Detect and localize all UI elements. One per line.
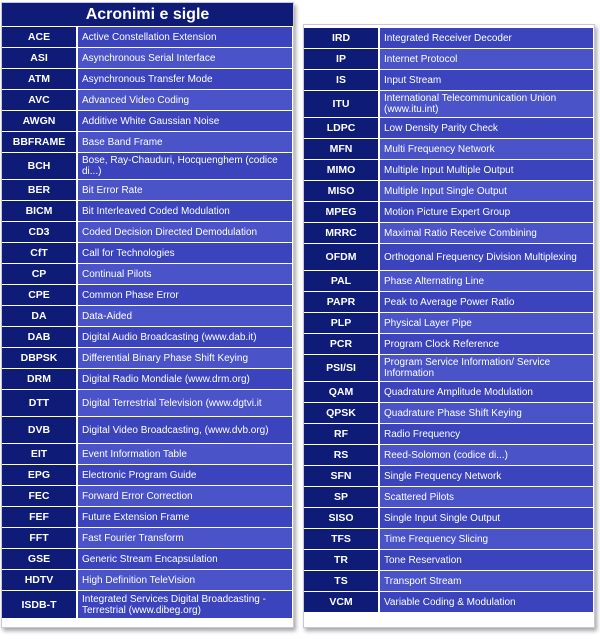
acronym-abbr: DTT bbox=[2, 390, 76, 416]
acronym-description: Bose, Ray-Chauduri, Hocquenghem (codice di...) bbox=[78, 153, 292, 179]
acronym-description: Fast Fourier Transform bbox=[78, 528, 292, 548]
acronym-abbr: SISO bbox=[304, 508, 378, 528]
acronym-abbr: TR bbox=[304, 550, 378, 570]
acronym-description: Maximal Ratio Receive Combining bbox=[380, 223, 593, 243]
acronym-row bbox=[304, 571, 593, 591]
acronym-row bbox=[2, 417, 292, 443]
acronym-description: Time Frequency Slicing bbox=[380, 529, 593, 549]
acronym-row bbox=[304, 424, 593, 444]
acronym-description: Physical Layer Pipe bbox=[380, 313, 593, 333]
acronym-row bbox=[304, 355, 593, 381]
acronym-abbr: CP bbox=[2, 264, 76, 284]
acronym-description: Motion Picture Expert Group bbox=[380, 202, 593, 222]
acronym-description: Low Density Parity Check bbox=[380, 118, 593, 138]
acronym-description: Asynchronous Serial Interface bbox=[78, 48, 292, 68]
page-title: Acronimi e sigle bbox=[2, 3, 293, 26]
acronym-description: Program Service Information/ Service Information bbox=[380, 355, 593, 381]
acronym-row bbox=[304, 550, 593, 570]
acronym-description: High Definition TeleVision bbox=[78, 570, 292, 590]
acronym-row bbox=[304, 91, 593, 117]
acronym-abbr: BER bbox=[2, 180, 76, 200]
acronym-description: Multi Frequency Network bbox=[380, 139, 593, 159]
acronym-description: Tone Reservation bbox=[380, 550, 593, 570]
acronym-abbr: ISDB-T bbox=[2, 591, 76, 618]
acronym-description: Digital Audio Broadcasting (www.dab.it) bbox=[78, 327, 292, 347]
acronym-abbr: VCM bbox=[304, 592, 378, 612]
acronym-description: Advanced Video Coding bbox=[78, 90, 292, 110]
acronym-abbr: HDTV bbox=[2, 570, 76, 590]
acronym-row bbox=[304, 403, 593, 423]
acronym-description: Quadrature Phase Shift Keying bbox=[380, 403, 593, 423]
acronym-description: Scattered Pilots bbox=[380, 487, 593, 507]
acronym-description: Coded Decision Directed Demodulation bbox=[78, 222, 292, 242]
acronym-row bbox=[2, 327, 292, 347]
acronym-row bbox=[2, 444, 292, 464]
acronym-description: Transport Stream bbox=[380, 571, 593, 591]
acronym-description: Variable Coding & Modulation bbox=[380, 592, 593, 612]
acronym-row bbox=[2, 486, 292, 506]
acronym-description: Continual Pilots bbox=[78, 264, 292, 284]
acronym-abbr: SFN bbox=[304, 466, 378, 486]
acronym-abbr: ASI bbox=[2, 48, 76, 68]
acronym-description: Phase Alternating Line bbox=[380, 271, 593, 291]
acronym-row bbox=[2, 465, 292, 485]
acronym-abbr: OFDM bbox=[304, 244, 378, 270]
acronym-row bbox=[2, 48, 292, 68]
acronym-abbr: QPSK bbox=[304, 403, 378, 423]
acronym-abbr: PLP bbox=[304, 313, 378, 333]
acronym-row bbox=[304, 382, 593, 402]
acronym-description: Bit Error Rate bbox=[78, 180, 292, 200]
acronym-abbr: DAB bbox=[2, 327, 76, 347]
acronym-abbr: MRRC bbox=[304, 223, 378, 243]
acronym-description: Differential Binary Phase Shift Keying bbox=[78, 348, 292, 368]
acronym-row bbox=[2, 201, 292, 221]
acronym-abbr: MPEG bbox=[304, 202, 378, 222]
acronym-description: Integrated Receiver Decoder bbox=[380, 28, 593, 48]
acronym-abbr: AWGN bbox=[2, 111, 76, 131]
acronym-description: Base Band Frame bbox=[78, 132, 292, 152]
acronym-row bbox=[2, 69, 292, 89]
acronym-row bbox=[2, 111, 292, 131]
acronym-row bbox=[2, 180, 292, 200]
acronym-row bbox=[2, 369, 292, 389]
acronym-row bbox=[304, 592, 593, 612]
acronym-row bbox=[304, 244, 593, 270]
acronym-abbr: RS bbox=[304, 445, 378, 465]
acronym-abbr: EIT bbox=[2, 444, 76, 464]
acronym-row bbox=[304, 181, 593, 201]
acronym-row bbox=[304, 202, 593, 222]
acronym-description: Data-Aided bbox=[78, 306, 292, 326]
acronym-description: Single Input Single Output bbox=[380, 508, 593, 528]
acronym-abbr: QAM bbox=[304, 382, 378, 402]
acronym-row bbox=[2, 306, 292, 326]
acronym-description: Active Constellation Extension bbox=[78, 27, 292, 47]
acronym-abbr: CPE bbox=[2, 285, 76, 305]
acronym-description: Event Information Table bbox=[78, 444, 292, 464]
acronym-row bbox=[2, 132, 292, 152]
acronym-row bbox=[2, 285, 292, 305]
acronym-abbr: PAPR bbox=[304, 292, 378, 312]
acronym-row bbox=[304, 271, 593, 291]
left-acronym-panel bbox=[1, 2, 294, 628]
acronym-abbr: ATM bbox=[2, 69, 76, 89]
acronym-row bbox=[2, 90, 292, 110]
acronym-description: Peak to Average Power Ratio bbox=[380, 292, 593, 312]
acronym-description: Generic Stream Encapsulation bbox=[78, 549, 292, 569]
acronym-description: Future Extension Frame bbox=[78, 507, 292, 527]
acronym-row bbox=[304, 139, 593, 159]
acronym-description: Additive White Gaussian Noise bbox=[78, 111, 292, 131]
acronym-description: Quadrature Amplitude Modulation bbox=[380, 382, 593, 402]
acronym-abbr: IP bbox=[304, 49, 378, 69]
acronym-description: Forward Error Correction bbox=[78, 486, 292, 506]
acronym-abbr: FEF bbox=[2, 507, 76, 527]
acronym-row bbox=[304, 160, 593, 180]
acronym-row bbox=[304, 487, 593, 507]
acronym-row bbox=[304, 508, 593, 528]
acronym-abbr: CD3 bbox=[2, 222, 76, 242]
acronym-row bbox=[304, 334, 593, 354]
acronym-abbr: DVB bbox=[2, 417, 76, 443]
acronym-abbr: SP bbox=[304, 487, 378, 507]
acronym-row bbox=[2, 153, 292, 179]
acronym-row bbox=[304, 313, 593, 333]
acronym-abbr: TS bbox=[304, 571, 378, 591]
acronym-abbr: MISO bbox=[304, 181, 378, 201]
acronym-row bbox=[304, 466, 593, 486]
acronym-abbr: GSE bbox=[2, 549, 76, 569]
acronym-abbr: PSI/SI bbox=[304, 355, 378, 381]
acronym-abbr: IS bbox=[304, 70, 378, 90]
acronym-description: International Telecommunication Union (www.itu.int) bbox=[380, 91, 593, 117]
acronym-description: Internet Protocol bbox=[380, 49, 593, 69]
acronym-abbr: ITU bbox=[304, 91, 378, 117]
acronym-row bbox=[2, 348, 292, 368]
acronym-row bbox=[2, 549, 292, 569]
acronym-description: Reed-Solomon (codice di...) bbox=[380, 445, 593, 465]
acronym-description: Multiple Input Single Output bbox=[380, 181, 593, 201]
acronym-description: Asynchronous Transfer Mode bbox=[78, 69, 292, 89]
acronym-abbr: FFT bbox=[2, 528, 76, 548]
acronym-description: Orthogonal Frequency Division Multiplexing bbox=[380, 244, 593, 270]
acronym-row bbox=[2, 222, 292, 242]
acronym-abbr: DBPSK bbox=[2, 348, 76, 368]
acronym-description: Integrated Services Digital Broadcasting -Terrestrial (www.dibeg.org) bbox=[78, 591, 292, 618]
acronym-row bbox=[304, 529, 593, 549]
acronym-row bbox=[2, 27, 292, 47]
left-acronym-list bbox=[2, 27, 292, 619]
acronym-abbr: MFN bbox=[304, 139, 378, 159]
acronym-abbr: CfT bbox=[2, 243, 76, 263]
acronym-description: Input Stream bbox=[380, 70, 593, 90]
acronym-description: Multiple Input Multiple Output bbox=[380, 160, 593, 180]
acronym-row bbox=[2, 390, 292, 416]
acronym-abbr: FEC bbox=[2, 486, 76, 506]
acronym-abbr: EPG bbox=[2, 465, 76, 485]
acronym-abbr: ACE bbox=[2, 27, 76, 47]
acronym-row bbox=[2, 264, 292, 284]
acronym-row bbox=[304, 292, 593, 312]
acronym-description: Radio Frequency bbox=[380, 424, 593, 444]
acronym-abbr: PCR bbox=[304, 334, 378, 354]
acronym-row bbox=[2, 591, 292, 618]
acronym-row bbox=[304, 118, 593, 138]
right-acronym-list bbox=[304, 28, 593, 613]
acronym-description: Digital Terrestrial Television (www.dgtvi.it bbox=[78, 390, 292, 416]
acronym-description: Single Frequency Network bbox=[380, 466, 593, 486]
acronym-abbr: TFS bbox=[304, 529, 378, 549]
acronym-row bbox=[304, 70, 593, 90]
acronym-abbr: PAL bbox=[304, 271, 378, 291]
acronym-description: Digital Video Broadcasting, (www.dvb.org) bbox=[78, 417, 292, 443]
acronym-row bbox=[2, 243, 292, 263]
acronym-abbr: BBFRAME bbox=[2, 132, 76, 152]
acronym-abbr: DRM bbox=[2, 369, 76, 389]
acronym-abbr: MIMO bbox=[304, 160, 378, 180]
acronym-row bbox=[304, 49, 593, 69]
acronym-row bbox=[2, 507, 292, 527]
acronym-abbr: BICM bbox=[2, 201, 76, 221]
acronym-row bbox=[304, 445, 593, 465]
acronym-abbr: DA bbox=[2, 306, 76, 326]
right-acronym-panel bbox=[303, 24, 595, 628]
acronym-abbr: BCH bbox=[2, 153, 76, 179]
acronym-description: Bit Interleaved Coded Modulation bbox=[78, 201, 292, 221]
acronym-row bbox=[2, 528, 292, 548]
acronym-description: Digital Radio Mondiale (www.drm.org) bbox=[78, 369, 292, 389]
acronym-row bbox=[304, 28, 593, 48]
acronym-description: Electronic Program Guide bbox=[78, 465, 292, 485]
acronym-abbr: LDPC bbox=[304, 118, 378, 138]
acronym-description: Common Phase Error bbox=[78, 285, 292, 305]
acronym-description: Program Clock Reference bbox=[380, 334, 593, 354]
acronym-description: Call for Technologies bbox=[78, 243, 292, 263]
acronym-row bbox=[304, 223, 593, 243]
acronym-abbr: RF bbox=[304, 424, 378, 444]
acronym-abbr: IRD bbox=[304, 28, 378, 48]
acronym-row bbox=[2, 570, 292, 590]
acronym-abbr: AVC bbox=[2, 90, 76, 110]
